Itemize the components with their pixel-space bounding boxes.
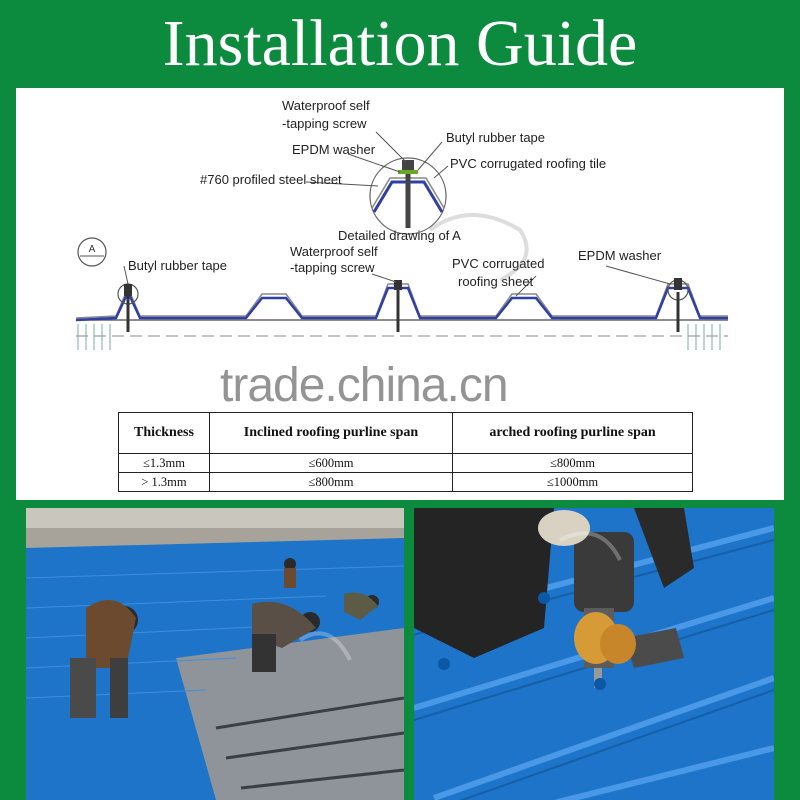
table-header-row (119, 413, 693, 454)
page-title: Installation Guide (162, 7, 638, 80)
header-inclined-span: Inclined roofing purline span (210, 413, 453, 454)
label-butyl-left: Butyl rubber tape (128, 258, 228, 273)
label-detail-caption: Detailed drawing of A (338, 228, 461, 243)
table-cell: > 1.3mm (119, 473, 210, 492)
photo-drilling-screw (414, 508, 774, 800)
table-cell: ≤800mm (210, 473, 453, 492)
label-screw-top-2: -tapping screw (282, 116, 367, 131)
table-cell: ≤600mm (210, 454, 453, 473)
label-pvc-sheet: PVC corrugated (452, 256, 545, 271)
label-epdm-top: EPDM washer (292, 142, 376, 157)
photo-workers-installing (26, 508, 404, 800)
pvc-sheet-profile (76, 288, 728, 320)
worker-4 (284, 558, 296, 588)
label-screw-mid: Waterproof self (290, 244, 378, 259)
table-cell: ≤1000mm (453, 473, 693, 492)
detail-drawing-a (370, 158, 446, 234)
screw-right (668, 278, 688, 332)
screw-middle (394, 280, 402, 332)
label-screw-mid-2: -tapping screw (290, 260, 375, 275)
steel-frame-left (78, 324, 110, 350)
label-epdm-right: EPDM washer (578, 248, 662, 263)
header-thickness: Thickness (119, 413, 210, 454)
table-row (119, 473, 693, 492)
label-pvc-sheet-2: roofing sheet (458, 274, 534, 289)
purline-span-table (118, 412, 693, 492)
steel-frame-right (688, 324, 720, 350)
label-butyl-top: Butyl rubber tape (446, 130, 546, 145)
label-screw-top: Waterproof self (282, 98, 370, 113)
table-cell: ≤800mm (453, 454, 693, 473)
diagram-panel (16, 88, 784, 500)
label-steel-sheet: #760 profiled steel sheet (200, 172, 342, 187)
watermark-text: trade.china.cn (220, 359, 508, 412)
marker-a-label: A (88, 244, 96, 255)
table-row (119, 454, 693, 473)
header-arched-span: arched roofing purline span (453, 413, 693, 454)
marker-a (78, 238, 106, 266)
table-cell: ≤1.3mm (119, 454, 210, 473)
label-pvc-tile: PVC corrugated roofing tile (450, 156, 607, 171)
